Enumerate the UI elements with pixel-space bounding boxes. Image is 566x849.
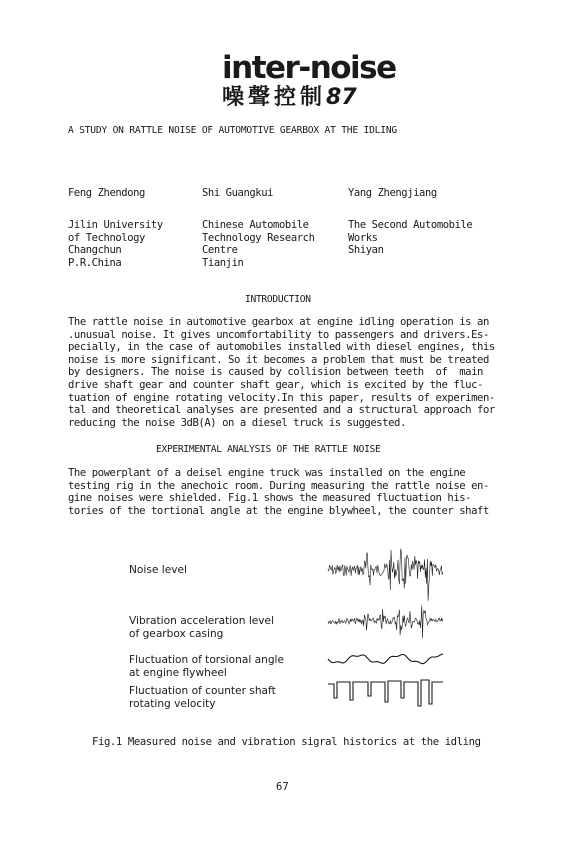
trace-label: Fluctuation of counter shaft rotating velocity [129, 685, 276, 710]
figure-caption: Fig.1 Measured noise and vibration sigral historics at the idling [92, 736, 481, 748]
section-heading: INTRODUCTION [245, 294, 311, 305]
section-body: The powerplant of a deisel engine truck was installed on the engine testing rig in the anechoic room. During measuring the rattle noise en- gine noises were shielded. Fig.1 shows the measured fluctuation his- tories of the tortional angle at the engine blywheel, the counter shaft [68, 467, 489, 517]
author-name: Shi Guangkui [202, 187, 274, 199]
section-body: The rattle noise in automotive gearbox at engine idling operation is an .unusual noise. It gives uncomfortability to passengers and drivers.Es- pecially, in the case of automobiles installed with diesel engines, this noise is more significant. So it becomes a problem that must be treated by designers. The noise is caused by collision between teeth of main drive shaft gear and counter shaft gear, which is excited by the fluc- tuation of engine rotating velocity.In this paper, results of experimen- tal and theoretical analyses are presented and a structural approach for reducing the noise 3dB(A) on a diesel truck is suggested. [68, 316, 495, 429]
logo-year: 87 [326, 85, 357, 110]
author-affiliation: Jilin University of Technology Changchun P.R.China [68, 219, 163, 269]
logo-chinese-text: 噪聲控制 [222, 84, 327, 110]
noise-level-waveform [328, 549, 443, 601]
author-name: Yang Zhengjiang [348, 187, 437, 199]
counter-shaft-velocity-trace-icon [328, 676, 443, 710]
vibration-acceleration-trace-icon [328, 598, 443, 644]
author-name: Feng Zhendong [68, 187, 145, 199]
trace-label: Vibration acceleration level of gearbox casing [129, 615, 275, 640]
trace-label: Fluctuation of torsional angle at engine flywheel [129, 654, 285, 679]
vibration-waveform [328, 605, 443, 638]
paper-title: A STUDY ON RATTLE NOISE OF AUTOMOTIVE GEARBOX AT THE IDLING [68, 125, 397, 136]
velocity-waveform [328, 680, 443, 706]
page-number: 67 [276, 781, 289, 793]
internoise-logo: inter-noise [222, 50, 396, 86]
noise-level-trace-icon [328, 538, 443, 602]
torsional-angle-trace-icon [328, 648, 443, 670]
trace-label: Noise level [129, 564, 187, 576]
section-heading: EXPERIMENTAL ANALYSIS OF THE RATTLE NOISE [156, 444, 381, 455]
author-affiliation: The Second Automobile Works Shiyan [348, 219, 473, 257]
author-affiliation: Chinese Automobile Technology Research Centre Tianjin [202, 219, 315, 269]
internoise-logo-subtitle [222, 84, 357, 111]
torsional-waveform [328, 654, 443, 664]
